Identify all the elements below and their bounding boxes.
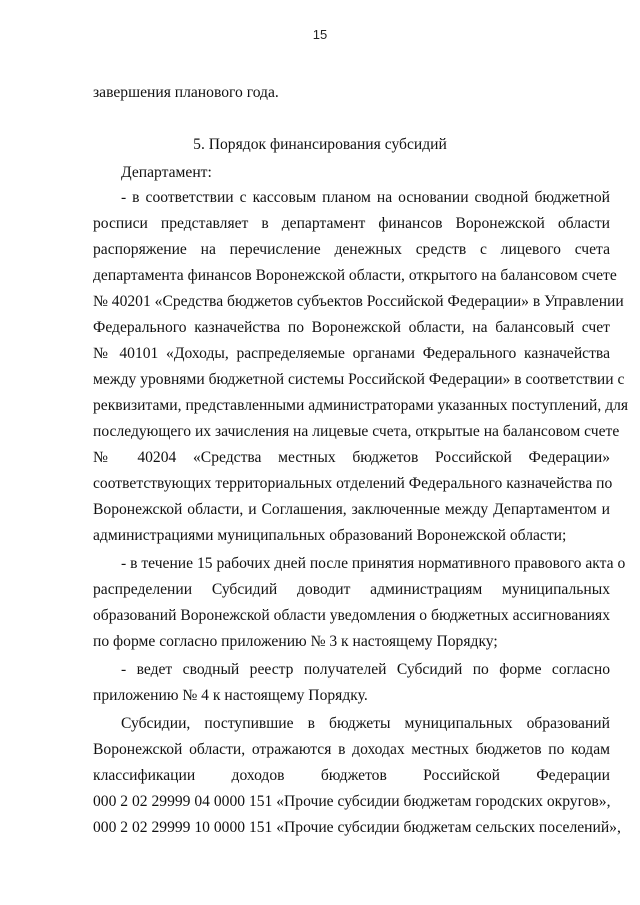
text-line: № 40204 «Средства местных бюджетов Российской Федерации» (93, 449, 610, 466)
text-line: администрациями муниципальных образований Воронежской области; (93, 527, 567, 544)
text-line: Федерального казначейства по Воронежской области, на балансовый счет (93, 319, 610, 336)
text-line: Воронежской области, и Соглашения, заключенные между Департаментом и (93, 501, 610, 518)
text-line: классификации доходов бюджетов Российской Федерации (93, 767, 610, 784)
text-line: № 40201 «Средства бюджетов субъектов Российской Федерации» в Управлении (93, 293, 624, 310)
text-line: последующего их зачисления на лицевые счета, открытые на балансовом счете (93, 423, 620, 440)
page-number: 15 (312, 27, 328, 42)
text-line: распределении Субсидий доводит администрациям муниципальных (93, 581, 610, 598)
text-line: 000 2 02 29999 04 0000 151 «Прочие субсидии бюджетам городских округов», (93, 793, 611, 810)
text-line: распоряжение на перечисление денежных средств с лицевого счета (93, 241, 610, 258)
text-line: департамента финансов Воронежской области, открытого на балансовом счете (93, 267, 617, 284)
text-line: Воронежской области, отражаются в доходах местных бюджетов по кодам (93, 741, 610, 758)
text-line: приложению № 4 к настоящему Порядку. (93, 687, 368, 704)
text-line: по форме согласно приложению № 3 к настоящему Порядку; (93, 633, 498, 650)
text-line: 000 2 02 29999 10 0000 151 «Прочие субсидии бюджетам сельских поселений», (93, 819, 621, 836)
text-line: росписи представляет в департамент финансов Воронежской области (93, 215, 610, 232)
text-line: соответствующих территориальных отделений Федерального казначейства по (93, 475, 613, 492)
text-line: образований Воронежской области уведомления о бюджетных ассигнованиях (93, 607, 610, 624)
text-line: - ведет сводный реестр получателей Субсидий по форме согласно (121, 661, 610, 678)
text-line: реквизитами, представленными администраторами указанных поступлений, для (93, 397, 629, 414)
text-line: между уровнями бюджетной системы Российской Федерации» в соответствии с (93, 371, 625, 388)
text-line: - в соответствии с кассовым планом на основании сводной бюджетной (121, 189, 610, 206)
text-line: - в течение 15 рабочих дней после принятия нормативного правового акта о (121, 555, 626, 572)
text-line: завершения планового года. (93, 84, 279, 101)
text-line: Департамент: (121, 164, 212, 181)
section-heading: 5. Порядок финансирования субсидий (193, 136, 447, 153)
text-line: Субсидии, поступившие в бюджеты муниципальных образований (121, 715, 610, 732)
text-line: № 40101 «Доходы, распределяемые органами Федерального казначейства (93, 345, 610, 362)
